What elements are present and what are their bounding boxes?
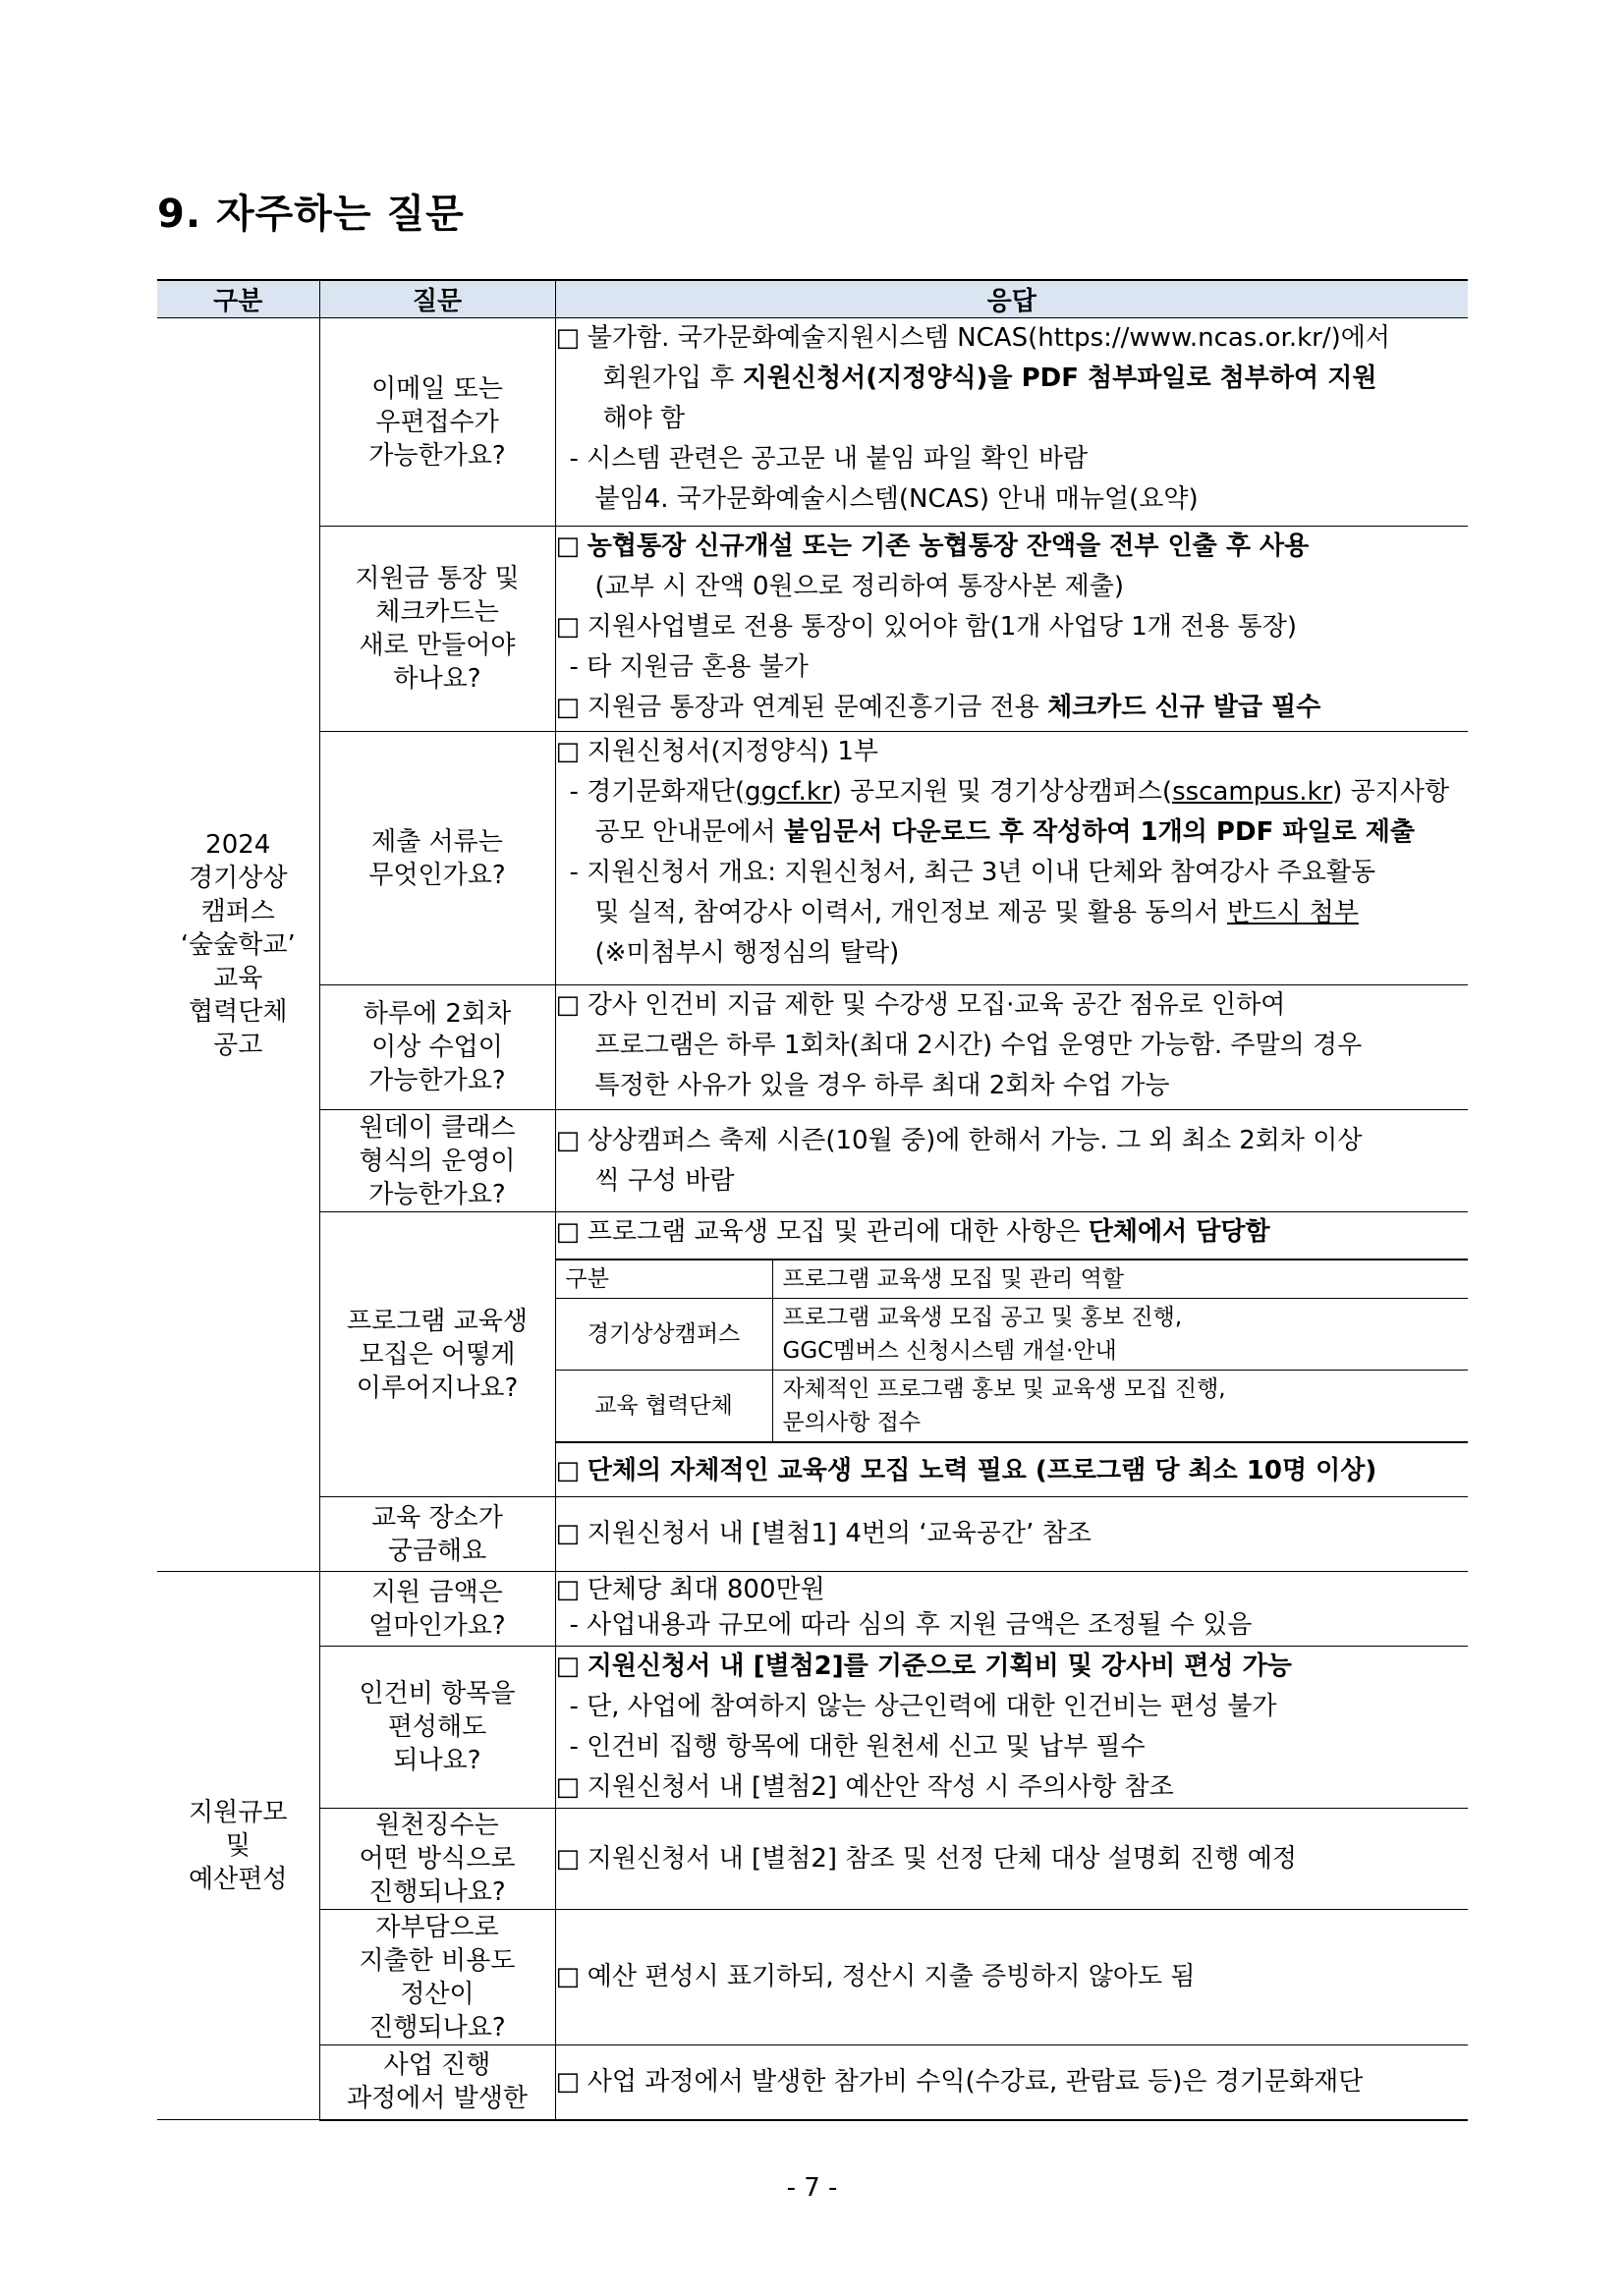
answer-cell: □ 프로그램 교육생 모집 및 관리에 대한 사항은 단체에서 담당함 구분 프로그램 교육생 모집 및 관리 역할 경기상상캠퍼스 프로그램 교육생 모집 공고 및 홍보 진행, GGC멤버스 신청시스템 개설·안내 교육 협력단체 자체적인 프로그램 홍보 및 교육생 모집 진행, 문의사항 접수 □ 단체의 자체적인 교육생 모집 노력 필요 (프로그램 당 최소 10명 이상) [555, 1212, 1468, 1497]
checkbox-icon: □ [555, 323, 581, 353]
question-cell: 원데이 클래스 형식의 운영이 가능한가요? [319, 1110, 555, 1212]
answer-cell: □ 농협통장 신규개설 또는 기존 농협통장 잔액을 전부 인출 후 사용 (교부 시 잔액 0원으로 정리하여 통장사본 제출) □ 지원사업별로 전용 통장이 있어야 함(1개 사업당 1개 전용 통장) - 타 지원금 혼용 불가 □ 지원금 통장과 연계된 문예진흥기금 전용 체크카드 신규 발급 필수 [555, 527, 1468, 732]
table-row [157, 318, 1468, 527]
checkbox-icon: □ [555, 1125, 581, 1155]
checkbox-icon: □ [555, 1456, 581, 1485]
category-cell: 지원규모 및 예산편성 [157, 1572, 319, 2120]
question-cell: 지원금 통장 및 체크카드는 새로 만들어야 하나요? [319, 527, 555, 732]
page-number: - 7 - [786, 2173, 838, 2203]
table-row [157, 527, 1468, 732]
header-question: 질문 [319, 280, 555, 318]
checkbox-icon: □ [555, 612, 581, 642]
question-cell: 이메일 또는 우편접수가 가능한가요? [319, 318, 555, 527]
question-cell: 사업 진행 과정에서 발생한 [319, 2045, 555, 2120]
answer-cell: □ 예산 편성시 표기하되, 정산시 지출 증빙하지 않아도 됨 [555, 1910, 1468, 2045]
checkbox-icon: □ [555, 1962, 581, 1991]
question-cell: 교육 장소가 궁금해요 [319, 1497, 555, 1572]
checkbox-icon: □ [555, 532, 581, 561]
question-cell: 자부담으로 지출한 비용도 정산이 진행되나요? [319, 1910, 555, 2045]
section-title: 자주하는 질문 [215, 192, 465, 237]
page-title [157, 183, 465, 239]
checkbox-icon: □ [555, 2066, 581, 2097]
faq-table [157, 279, 1468, 2121]
answer-cell: □ 지원신청서 내 [별첨2] 참조 및 선정 단체 대상 설명회 진행 예정 [555, 1809, 1468, 1910]
header-row [157, 280, 1468, 318]
table-row [157, 732, 1468, 985]
sscampus-link[interactable]: sscampus.kr [1172, 777, 1333, 807]
table-row [157, 1110, 1468, 1212]
question-cell: 제출 서류는 무엇인가요? [319, 732, 555, 985]
question-cell: 하루에 2회차 이상 수업이 가능한가요? [319, 985, 555, 1110]
question-cell: 지원 금액은 얼마인가요? [319, 1572, 555, 1647]
answer-cell: □ 상상캠퍼스 축제 시즌(10월 중)에 한해서 가능. 그 외 최소 2회차 이상 씩 구성 바람 [555, 1110, 1468, 1212]
table-row: 경기상상캠퍼스 프로그램 교육생 모집 공고 및 홍보 진행, GGC멤버스 신청시스템 개설·안내 [556, 1299, 1469, 1371]
checkbox-icon: □ [555, 990, 581, 1020]
answer-cell: □ 지원신청서(지정양식) 1부 - 경기문화재단(ggcf.kr) 공모지원 및 경기상상캠퍼스(sscampus.kr) 공지사항 공모 안내문에서 붙임문서 다운로드 후 작성하여 1개의 PDF 파일로 제출 - 지원신청서 개요: 지원신청서, 최근 3년 이내 단체와 참여강사 주요활동 및 실적, 참여강사 이력서, 개인정보 제공 및 활용 동의서 반드시 첨부 (※미첨부시 행정심의 탈락) [555, 732, 1468, 985]
checkbox-icon: □ [555, 1652, 581, 1681]
table-row [157, 1497, 1468, 1572]
table-row [157, 1647, 1468, 1809]
header-answer: 응답 [555, 280, 1468, 318]
category-cell: 2024 경기상상 캠퍼스 ‘숲숲학교’ 교육 협력단체 공고 [157, 318, 319, 1572]
checkbox-icon: □ [555, 1519, 581, 1548]
answer-cell: □ 지원신청서 내 [별첨2]를 기준으로 기획비 및 강사비 편성 가능 - 단, 사업에 참여하지 않는 상근인력에 대한 인건비는 편성 불가 - 인건비 집행 항목에 대한 원천세 신고 및 납부 필수 □ 지원신청서 내 [별첨2] 예산안 작성 시 주의사항 참조 [555, 1647, 1468, 1809]
answer-cell: □ 강사 인건비 지급 제한 및 수강생 모집·교육 공간 점유로 인하여 프로그램은 하루 1회차(최대 2시간) 수업 운영만 가능함. 주말의 경우 특정한 사유가 있을 경우 하루 최대 2회차 수업 가능 [555, 985, 1468, 1110]
section-number: 9. [157, 192, 202, 237]
table-row [157, 1910, 1468, 2045]
role-header-category: 구분 [556, 1260, 773, 1299]
checkbox-icon: □ [555, 693, 581, 722]
table-row [157, 985, 1468, 1110]
checkbox-icon: □ [555, 1575, 581, 1604]
question-cell: 프로그램 교육생 모집은 어떻게 이루어지나요? [319, 1212, 555, 1497]
checkbox-icon: □ [555, 737, 581, 766]
table-row [157, 1572, 1468, 1647]
checkbox-icon: □ [555, 1217, 581, 1247]
answer-cell: □ 불가함. 국가문화예술지원시스템 NCAS(https://www.ncas.or.kr/)에서 회원가입 후 지원신청서(지정양식)을 PDF 첨부파일로 첨부하여 지원 해야 함 - 시스템 관련은 공고문 내 붙임 파일 확인 바람 붙임4. 국가문화예술시스템(NCAS) 안내 매뉴얼(요약) [555, 318, 1468, 527]
table-row [157, 1212, 1468, 1497]
table-row [157, 1809, 1468, 1910]
role-header-role: 프로그램 교육생 모집 및 관리 역할 [772, 1260, 1468, 1299]
checkbox-icon: □ [555, 1772, 581, 1802]
question-cell: 인건비 항목을 편성해도 되나요? [319, 1647, 555, 1809]
header-category: 구분 [157, 280, 319, 318]
answer-cell: □ 지원신청서 내 [별첨1] 4번의 ‘교육공간’ 참조 [555, 1497, 1468, 1572]
checkbox-icon: □ [555, 1843, 581, 1874]
table-row: 교육 협력단체 자체적인 프로그램 홍보 및 교육생 모집 진행, 문의사항 접수 [556, 1371, 1469, 1443]
role-table [556, 1259, 1469, 1443]
ggcf-link[interactable]: ggcf.kr [745, 777, 832, 807]
answer-cell: □ 단체당 최대 800만원 - 사업내용과 규모에 따라 심의 후 지원 금액은 조정될 수 있음 [555, 1572, 1468, 1647]
table-row [157, 2045, 1468, 2120]
answer-cell: □ 사업 과정에서 발생한 참가비 수익(수강료, 관람료 등)은 경기문화재단 [555, 2045, 1468, 2120]
question-cell: 원천징수는 어떤 방식으로 진행되나요? [319, 1809, 555, 1910]
